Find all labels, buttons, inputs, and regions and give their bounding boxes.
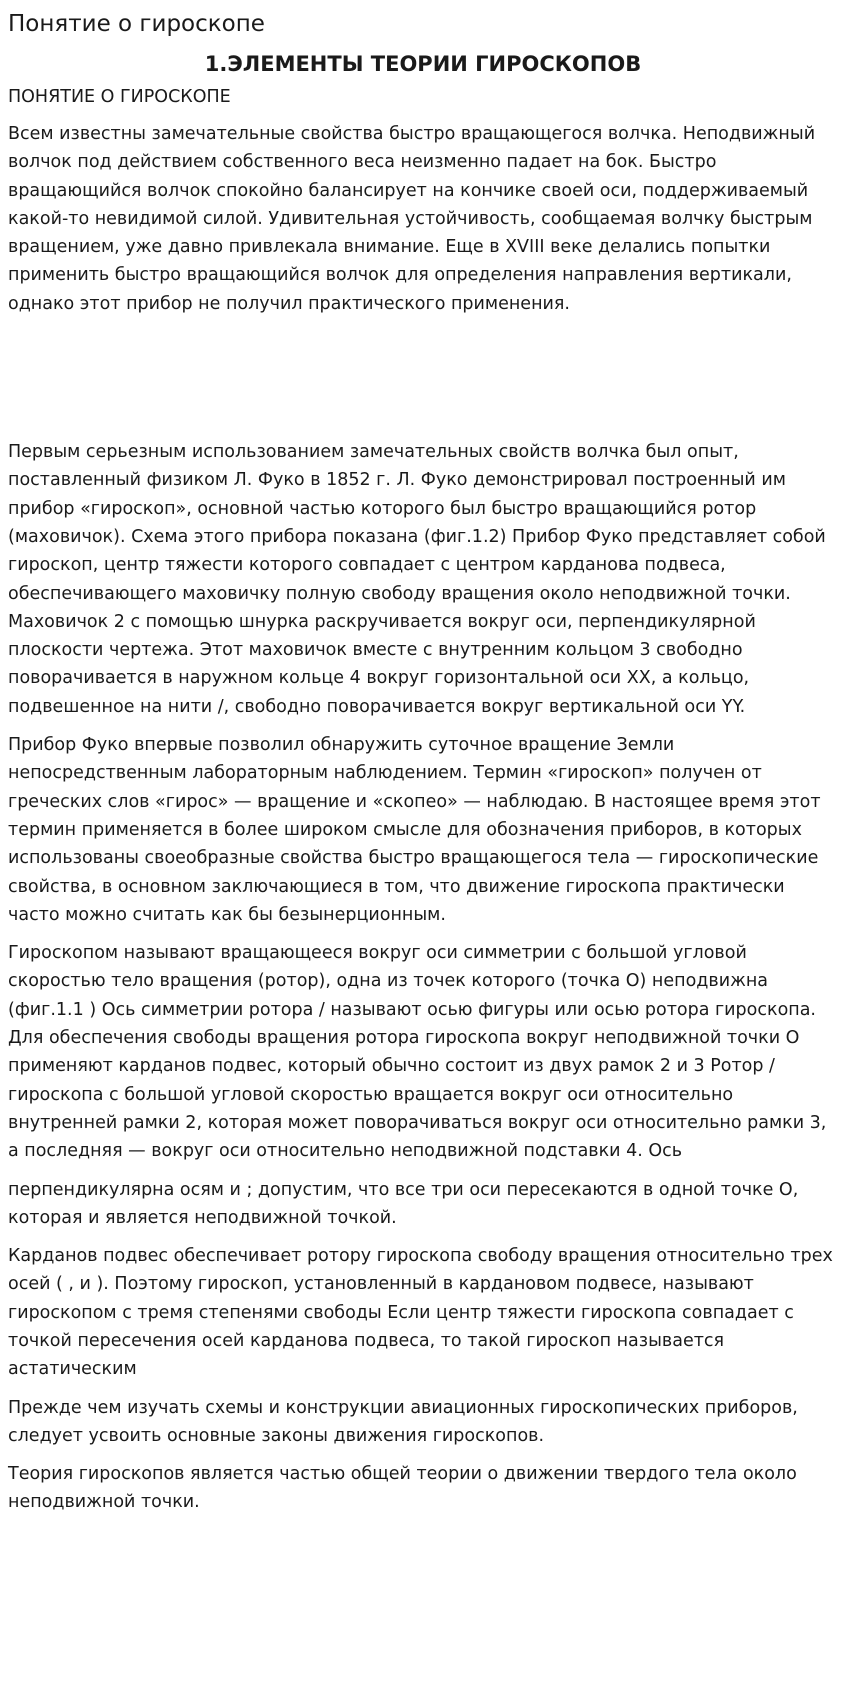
paragraph: Прежде чем изучать схемы и конструкции авиационных гироскопических приборов, следует усвоить основные законы движения гироскопов. [8, 1397, 798, 1446]
paragraph: Первым серьезным использованием замечательных свойств волчка был опыт, поставленный физиком Л. Фуко в 1852 г. Л. Фуко демонстрировал построенный им прибор «гироскоп», основной частью которого был быстро вращающийся ротор (маховичок). Схема этого прибора показана (фиг.1.2) Прибор Фуко представляет собой гироскоп, центр тяжести которого совпадает с центром карданова подвеса, обеспечивающего маховичку полную свободу вращения около неподвижной точки. Маховичок 2 с помощью шнурка раскручивается вокруг оси, перпендикулярной плоскости чертежа. Этот маховичок вместе с внутренним кольцом 3 свободно поворачивается в наружном кольце 4 вокруг горизонтальной оси XX, а кольцо, подвешенное на нити /, свободно поворачивается вокруг вертикальной оси YY. [8, 442, 826, 717]
paragraph: перпендикулярна осям и ; допустим, что все три оси пересекаются в одной точке О, которая и является неподвижной точкой. [8, 1179, 799, 1228]
paragraph: Гироскопом называют вращающееся вокруг оси симметрии с большой угловой скоростью тело вращения (ротор), одна из точек которого (точка О) неподвижна (фиг.1.1 ) Ось симметрии ротора / называют осью фигуры или осью ротора гироскопа. Для обеспечения свободы вращения ротора гироскопа вокруг неподвижной точки О применяют карданов подвес, который обычно состоит из двух рамок 2 и 3 Ротор / гироскопа с большой угловой скоростью вращается вокруг оси относительно внутренней рамки 2, которая может поворачиваться вокруг оси относительно рамки 3, а последняя — вокруг оси относительно неподвижной подставки 4. Ось [8, 943, 827, 1162]
paragraph: Карданов подвес обеспечивает ротору гироскопа свободу вращения относительно трех осей ( , и ). Поэтому гироскоп, установленный в кардановом подвесе, называют гироскопом с тремя степенями свободы Если центр тяжести гироскопа совпадает с точкой пересечения осей карданова подвеса, то такой гироскоп называется астатическим [8, 1246, 833, 1380]
section-heading: ПОНЯТИЕ О ГИРОСКОПЕ [8, 87, 231, 107]
paragraph: Прибор Фуко впервые позволил обнаружить суточное вращение Земли непосредственным лабораторным наблюдением. Термин «гироскоп» получен от греческих слов «гирос» — вращение и «скопео» — наблюдаю. В настоящее время этот термин применяется в более широком смысле для обозначения приборов, в которых использованы своеобразные свойства быстро вращающегося тела — гироскопические свойства, в основном заключающиеся в том, что движение гироскопа практически часто можно считать как бы безынерционным. [8, 735, 821, 925]
paragraph: Всем известны замечательные свойства быстро вращающегося волчка. Неподвижный волчок под действием собственного веса неизменно падает на бок. Быстро вращающийся волчок спокойно балансирует на кончике своей оси, поддерживаемый какой-то невидимой силой. Удивительная устойчивость, сообщаемая волчку быстрым вращением, уже давно привлекала внимание. Еще в XVIII веке делались попытки применить быстро вращающийся волчок для определения направления вертикали, однако этот прибор не получил практического применения. [8, 124, 816, 314]
paragraph: Теория гироскопов является частью общей теории о движении твердого тела около неподвижной точки. [8, 1464, 797, 1513]
blank-spacing [8, 318, 838, 438]
document [8, 0, 838, 1517]
document-title: Понятие о гироскопе [8, 11, 265, 37]
chapter-heading: 1.ЭЛЕМЕНТЫ ТЕОРИИ ГИРОСКОПОВ [204, 52, 642, 76]
